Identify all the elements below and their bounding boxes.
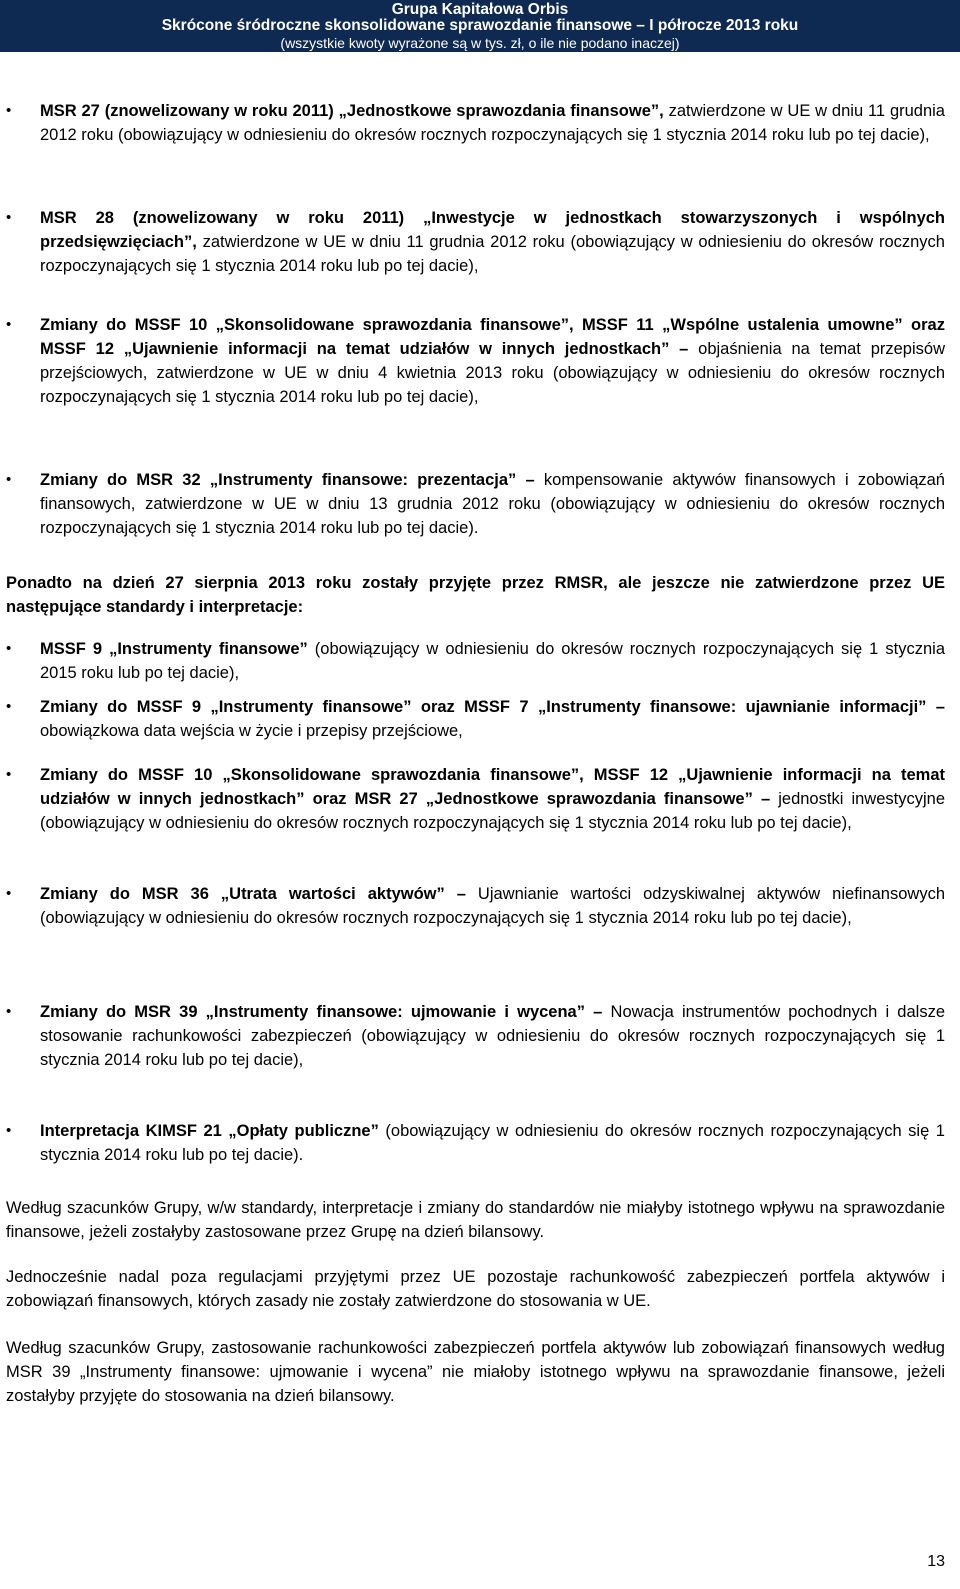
header-note: (wszystkie kwoty wyrażone są w tys. zł, o ile nie podano inaczej) <box>280 35 680 51</box>
list-item: Interpretacja KIMSF 21 „Opłaty publiczne” (obowiązujący w odniesieniu do okresów rocznych rozpoczynających się 1 stycznia 2014 roku lub po tej dacie). <box>40 1122 945 1164</box>
bullet-icon: • <box>6 1003 12 1020</box>
list-item: Zmiany do MSR 36 „Utrata wartości aktywów” – Ujawnianie wartości odzyskiwalnej aktywów niefinansowych (obowiązujący w odniesieniu do okresów rocznych rozpoczynających się 1 stycznia 2014 roku lub po tej dacie), <box>40 885 945 927</box>
list-item: MSR 27 (znowelizowany w roku 2011) „Jednostkowe sprawozdania finansowe”, zatwierdzone w UE w dniu 11 grudnia 2012 roku (obowiązujący w odniesieniu do okresów rocznych rozpoczynających się 1 stycznia 2014 roku lub po tej dacie), <box>40 102 945 144</box>
intro-paragraph: Ponadto na dzień 27 sierpnia 2013 roku zostały przyjęte przez RMSR, ale jeszcze nie zatwierdzone przez UE następujące standardy i interpretacje: <box>6 574 945 616</box>
page-number: 13 <box>927 1553 945 1570</box>
bullet-icon: • <box>6 316 12 333</box>
bullet-icon: • <box>6 471 12 488</box>
bullet-icon: • <box>6 209 12 226</box>
list-item: Zmiany do MSSF 9 „Instrumenty finansowe” oraz MSSF 7 „Instrumenty finansowe: ujawnianie informacji” – obowiązkowa data wejścia w życie i przepisy przejściowe, <box>40 698 945 740</box>
bullet-icon: • <box>6 766 12 783</box>
header-title: Skrócone śródroczne skonsolidowane sprawozdanie finansowe – I półrocze 2013 roku <box>161 17 799 34</box>
list-item: Zmiany do MSR 32 „Instrumenty finansowe: prezentacja” – kompensowanie aktywów finansowych i zobowiązań finansowych, zatwierdzone w UE w dniu 13 grudnia 2012 roku (obowiązujący w odniesieniu do okresów rocznych rozpoczynających się 1 stycznia 2014 roku lub po tej dacie). <box>40 471 945 537</box>
bullet-icon: • <box>6 885 12 902</box>
bullet-icon: • <box>6 1122 12 1139</box>
bullet-icon: • <box>6 102 12 119</box>
document-header <box>0 0 960 52</box>
bullet-icon: • <box>6 698 12 715</box>
paragraph: Jednocześnie nadal poza regulacjami przyjętymi przez UE pozostaje rachunkowość zabezpieczeń portfela aktywów i zobowiązań finansowych, których zasady nie zostały zatwierdzone do stosowania w UE. <box>6 1268 945 1310</box>
paragraph: Według szacunków Grupy, w/w standardy, interpretacje i zmiany do standardów nie miałyby istotnego wpływu na sprawozdanie finansowe, jeżeli zostałyby zastosowane przez Grupę na dzień bilansowy. <box>6 1199 945 1241</box>
paragraph: Według szacunków Grupy, zastosowanie rachunkowości zabezpieczeń portfela aktywów lub zobowiązań finansowych według MSR 39 „Instrumenty finansowe: ujmowanie i wycena” nie miałoby istotnego wpływu na sprawozdanie finansowe, jeżeli zostałyby przyjęte do stosowania na dzień bilansowy. <box>6 1339 945 1405</box>
list-item: Zmiany do MSSF 10 „Skonsolidowane sprawozdania finansowe”, MSSF 11 „Wspólne ustalenia umowne” oraz MSSF 12 „Ujawnienie informacji na temat udziałów w innych jednostkach” – objaśnienia na temat przepisów przejściowych, zatwierdzone w UE w dniu 4 kwietnia 2013 roku (obowiązujący w odniesieniu do okresów rocznych rozpoczynających się 1 stycznia 2014 roku lub po tej dacie), <box>40 316 945 406</box>
bullet-icon: • <box>6 640 12 657</box>
list-item: Zmiany do MSR 39 „Instrumenty finansowe: ujmowanie i wycena” – Nowacja instrumentów pochodnych i dalsze stosowanie rachunkowości zabezpieczeń (obowiązujący w odniesieniu do okresów rocznych rozpoczynających się 1 stycznia 2014 roku lub po tej dacie), <box>40 1003 946 1069</box>
list-item: MSR 28 (znowelizowany w roku 2011) „Inwestycje w jednostkach stowarzyszonych i wspólnych przedsięwzięciach”, zatwierdzone w UE w dniu 11 grudnia 2012 roku (obowiązujący w odniesieniu do okresów rocznych rozpoczynających się 1 stycznia 2014 roku lub po tej dacie), <box>40 209 945 275</box>
list-item: MSSF 9 „Instrumenty finansowe” (obowiązujący w odniesieniu do okresów rocznych rozpoczynających się 1 stycznia 2015 roku lub po tej dacie), <box>40 640 945 682</box>
header-company: Grupa Kapitałowa Orbis <box>391 1 569 18</box>
list-item: Zmiany do MSSF 10 „Skonsolidowane sprawozdania finansowe”, MSSF 12 „Ujawnienie informacji na temat udziałów w innych jednostkach” oraz MSR 27 „Jednostkowe sprawozdania finansowe” – jednostki inwestycyjne (obowiązujący w odniesieniu do okresów rocznych rozpoczynających się 1 stycznia 2014 roku lub po tej dacie), <box>40 766 945 832</box>
